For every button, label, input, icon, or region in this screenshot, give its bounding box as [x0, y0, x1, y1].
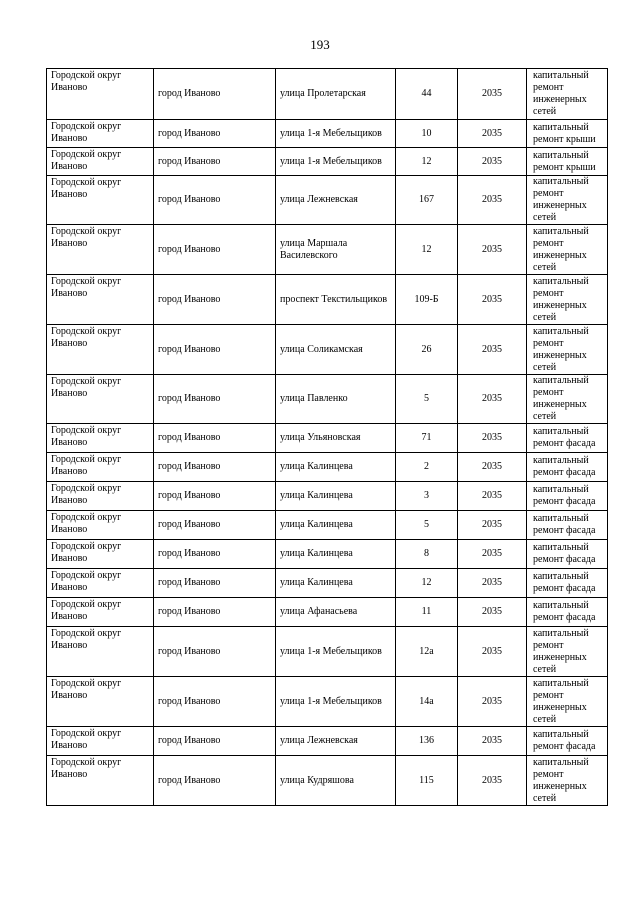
- year-cell: 2035: [458, 120, 527, 148]
- work-type-cell: капитальный ремонт инженерных сетей: [527, 176, 608, 225]
- table-row: [47, 627, 608, 677]
- city-cell: город Иваново: [154, 120, 276, 148]
- table-body: [47, 69, 608, 806]
- work-type-cell: капитальный ремонт крыши: [527, 148, 608, 176]
- street-cell: улица Афанасьева: [276, 598, 396, 627]
- street-cell: улица Калинцева: [276, 453, 396, 482]
- work-type-cell: капитальный ремонт фасада: [527, 511, 608, 540]
- work-type-cell: капитальный ремонт инженерных сетей: [527, 275, 608, 325]
- street-cell: улица 1-я Мебельщиков: [276, 148, 396, 176]
- street-cell: улица Пролетарская: [276, 69, 396, 120]
- year-cell: 2035: [458, 375, 527, 424]
- table-row: [47, 424, 608, 453]
- table-row: [47, 325, 608, 375]
- street-cell: улица 1-я Мебельщиков: [276, 677, 396, 727]
- district-cell: Городской округ Иваново: [47, 511, 154, 540]
- year-cell: 2035: [458, 677, 527, 727]
- house-number-cell: 44: [396, 69, 458, 120]
- year-cell: 2035: [458, 424, 527, 453]
- city-cell: город Иваново: [154, 540, 276, 569]
- city-cell: город Иваново: [154, 325, 276, 375]
- house-number-cell: 12а: [396, 627, 458, 677]
- district-cell: Городской округ Иваново: [47, 727, 154, 756]
- district-cell: Городской округ Иваново: [47, 677, 154, 727]
- street-cell: улица Калинцева: [276, 569, 396, 598]
- table-row: [47, 148, 608, 176]
- street-cell: улица Ульяновская: [276, 424, 396, 453]
- year-cell: 2035: [458, 453, 527, 482]
- district-cell: Городской округ Иваново: [47, 540, 154, 569]
- city-cell: город Иваново: [154, 375, 276, 424]
- street-cell: проспект Текстильщиков: [276, 275, 396, 325]
- work-type-cell: капитальный ремонт фасада: [527, 540, 608, 569]
- year-cell: 2035: [458, 325, 527, 375]
- year-cell: 2035: [458, 569, 527, 598]
- street-cell: улица Лежневская: [276, 176, 396, 225]
- table-row: [47, 275, 608, 325]
- street-cell: улица Калинцева: [276, 511, 396, 540]
- work-type-cell: капитальный ремонт фасада: [527, 569, 608, 598]
- district-cell: Городской округ Иваново: [47, 756, 154, 806]
- house-number-cell: 136: [396, 727, 458, 756]
- district-cell: Городской округ Иваново: [47, 275, 154, 325]
- year-cell: 2035: [458, 176, 527, 225]
- table-row: [47, 511, 608, 540]
- table-row: [47, 756, 608, 806]
- page-number: 193: [310, 37, 330, 52]
- street-cell: улица Павленко: [276, 375, 396, 424]
- year-cell: 2035: [458, 627, 527, 677]
- district-cell: Городской округ Иваново: [47, 375, 154, 424]
- house-number-cell: 8: [396, 540, 458, 569]
- city-cell: город Иваново: [154, 756, 276, 806]
- work-type-cell: капитальный ремонт фасада: [527, 453, 608, 482]
- house-number-cell: 12: [396, 569, 458, 598]
- work-type-cell: капитальный ремонт инженерных сетей: [527, 627, 608, 677]
- house-number-cell: 14а: [396, 677, 458, 727]
- street-cell: улица Маршала Василевского: [276, 225, 396, 275]
- house-number-cell: 11: [396, 598, 458, 627]
- year-cell: 2035: [458, 511, 527, 540]
- year-cell: 2035: [458, 148, 527, 176]
- year-cell: 2035: [458, 69, 527, 120]
- city-cell: город Иваново: [154, 569, 276, 598]
- city-cell: город Иваново: [154, 727, 276, 756]
- street-cell: улица Соликамская: [276, 325, 396, 375]
- house-number-cell: 109-Б: [396, 275, 458, 325]
- year-cell: 2035: [458, 225, 527, 275]
- house-number-cell: 10: [396, 120, 458, 148]
- year-cell: 2035: [458, 482, 527, 511]
- city-cell: город Иваново: [154, 453, 276, 482]
- city-cell: город Иваново: [154, 69, 276, 120]
- district-cell: Городской округ Иваново: [47, 225, 154, 275]
- work-type-cell: капитальный ремонт инженерных сетей: [527, 677, 608, 727]
- district-cell: Городской округ Иваново: [47, 69, 154, 120]
- city-cell: город Иваново: [154, 627, 276, 677]
- house-number-cell: 3: [396, 482, 458, 511]
- work-type-cell: капитальный ремонт крыши: [527, 120, 608, 148]
- year-cell: 2035: [458, 598, 527, 627]
- work-type-cell: капитальный ремонт фасада: [527, 482, 608, 511]
- city-cell: город Иваново: [154, 176, 276, 225]
- district-cell: Городской округ Иваново: [47, 569, 154, 598]
- city-cell: город Иваново: [154, 424, 276, 453]
- year-cell: 2035: [458, 275, 527, 325]
- district-cell: Городской округ Иваново: [47, 424, 154, 453]
- street-cell: улица Лежневская: [276, 727, 396, 756]
- city-cell: город Иваново: [154, 148, 276, 176]
- district-cell: Городской округ Иваново: [47, 453, 154, 482]
- table-row: [47, 598, 608, 627]
- city-cell: город Иваново: [154, 482, 276, 511]
- district-cell: Городской округ Иваново: [47, 482, 154, 511]
- house-number-cell: 167: [396, 176, 458, 225]
- house-number-cell: 12: [396, 148, 458, 176]
- city-cell: город Иваново: [154, 225, 276, 275]
- house-number-cell: 5: [396, 511, 458, 540]
- table-row: [47, 569, 608, 598]
- house-number-cell: 71: [396, 424, 458, 453]
- table-row: [47, 727, 608, 756]
- street-cell: улица Калинцева: [276, 482, 396, 511]
- table-row: [47, 69, 608, 120]
- work-type-cell: капитальный ремонт инженерных сетей: [527, 375, 608, 424]
- table-row: [47, 375, 608, 424]
- table-row: [47, 677, 608, 727]
- table-row: [47, 176, 608, 225]
- house-number-cell: 115: [396, 756, 458, 806]
- house-number-cell: 5: [396, 375, 458, 424]
- year-cell: 2035: [458, 756, 527, 806]
- work-type-cell: капитальный ремонт фасада: [527, 424, 608, 453]
- street-cell: улица Кудряшова: [276, 756, 396, 806]
- year-cell: 2035: [458, 727, 527, 756]
- work-type-cell: капитальный ремонт инженерных сетей: [527, 225, 608, 275]
- year-cell: 2035: [458, 540, 527, 569]
- table-row: [47, 453, 608, 482]
- work-type-cell: капитальный ремонт инженерных сетей: [527, 69, 608, 120]
- district-cell: Городской округ Иваново: [47, 598, 154, 627]
- district-cell: Городской округ Иваново: [47, 627, 154, 677]
- city-cell: город Иваново: [154, 511, 276, 540]
- table-row: [47, 482, 608, 511]
- table-row: [47, 120, 608, 148]
- work-type-cell: капитальный ремонт инженерных сетей: [527, 325, 608, 375]
- work-type-cell: капитальный ремонт фасада: [527, 727, 608, 756]
- city-cell: город Иваново: [154, 677, 276, 727]
- table-row: [47, 540, 608, 569]
- house-number-cell: 2: [396, 453, 458, 482]
- street-cell: улица 1-я Мебельщиков: [276, 120, 396, 148]
- city-cell: город Иваново: [154, 598, 276, 627]
- table-row: [47, 225, 608, 275]
- district-cell: Городской округ Иваново: [47, 120, 154, 148]
- house-number-cell: 12: [396, 225, 458, 275]
- district-cell: Городской округ Иваново: [47, 148, 154, 176]
- repair-schedule-table: [46, 68, 608, 806]
- work-type-cell: капитальный ремонт инженерных сетей: [527, 756, 608, 806]
- work-type-cell: капитальный ремонт фасада: [527, 598, 608, 627]
- street-cell: улица Калинцева: [276, 540, 396, 569]
- house-number-cell: 26: [396, 325, 458, 375]
- street-cell: улица 1-я Мебельщиков: [276, 627, 396, 677]
- city-cell: город Иваново: [154, 275, 276, 325]
- district-cell: Городской округ Иваново: [47, 176, 154, 225]
- district-cell: Городской округ Иваново: [47, 325, 154, 375]
